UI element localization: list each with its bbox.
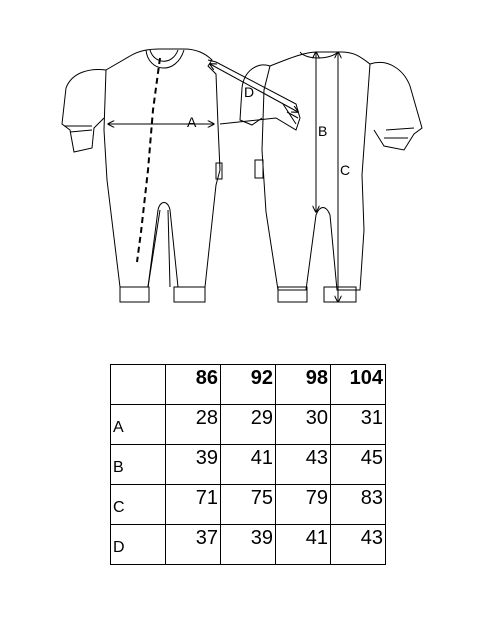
table-cell: 45 bbox=[331, 445, 386, 485]
table-cell: 83 bbox=[331, 485, 386, 525]
table-cell: 39 bbox=[166, 445, 221, 485]
corner-cell bbox=[111, 365, 166, 405]
size-104: 104 bbox=[331, 365, 386, 405]
table-cell: 31 bbox=[331, 405, 386, 445]
table-row bbox=[111, 525, 386, 565]
size-92: 92 bbox=[221, 365, 276, 405]
size-86: 86 bbox=[166, 365, 221, 405]
table-cell: 71 bbox=[166, 485, 221, 525]
table-cell: 28 bbox=[166, 405, 221, 445]
back-label-b: B bbox=[318, 123, 328, 139]
back-label-c: C bbox=[340, 162, 351, 178]
table-cell: 75 bbox=[221, 485, 276, 525]
table-cell: 79 bbox=[276, 485, 331, 525]
back-romper-drawing bbox=[240, 52, 422, 302]
table-cell: 37 bbox=[166, 525, 221, 565]
table-cell: 41 bbox=[276, 525, 331, 565]
size-table bbox=[110, 364, 386, 565]
table-cell: 29 bbox=[221, 405, 276, 445]
size-98: 98 bbox=[276, 365, 331, 405]
front-label-d: D bbox=[244, 84, 255, 100]
table-cell: 43 bbox=[276, 445, 331, 485]
table-row bbox=[111, 445, 386, 485]
table-cell: 39 bbox=[221, 525, 276, 565]
row-label: A bbox=[111, 405, 166, 445]
table-row bbox=[111, 485, 386, 525]
size-header-row bbox=[111, 365, 386, 405]
row-label: D bbox=[111, 525, 166, 565]
front-label-a: A bbox=[187, 114, 197, 130]
row-label: B bbox=[111, 445, 166, 485]
table-cell: 30 bbox=[276, 405, 331, 445]
table-row bbox=[111, 405, 386, 445]
table-cell: 43 bbox=[331, 525, 386, 565]
row-label: C bbox=[111, 485, 166, 525]
table-cell: 41 bbox=[221, 445, 276, 485]
